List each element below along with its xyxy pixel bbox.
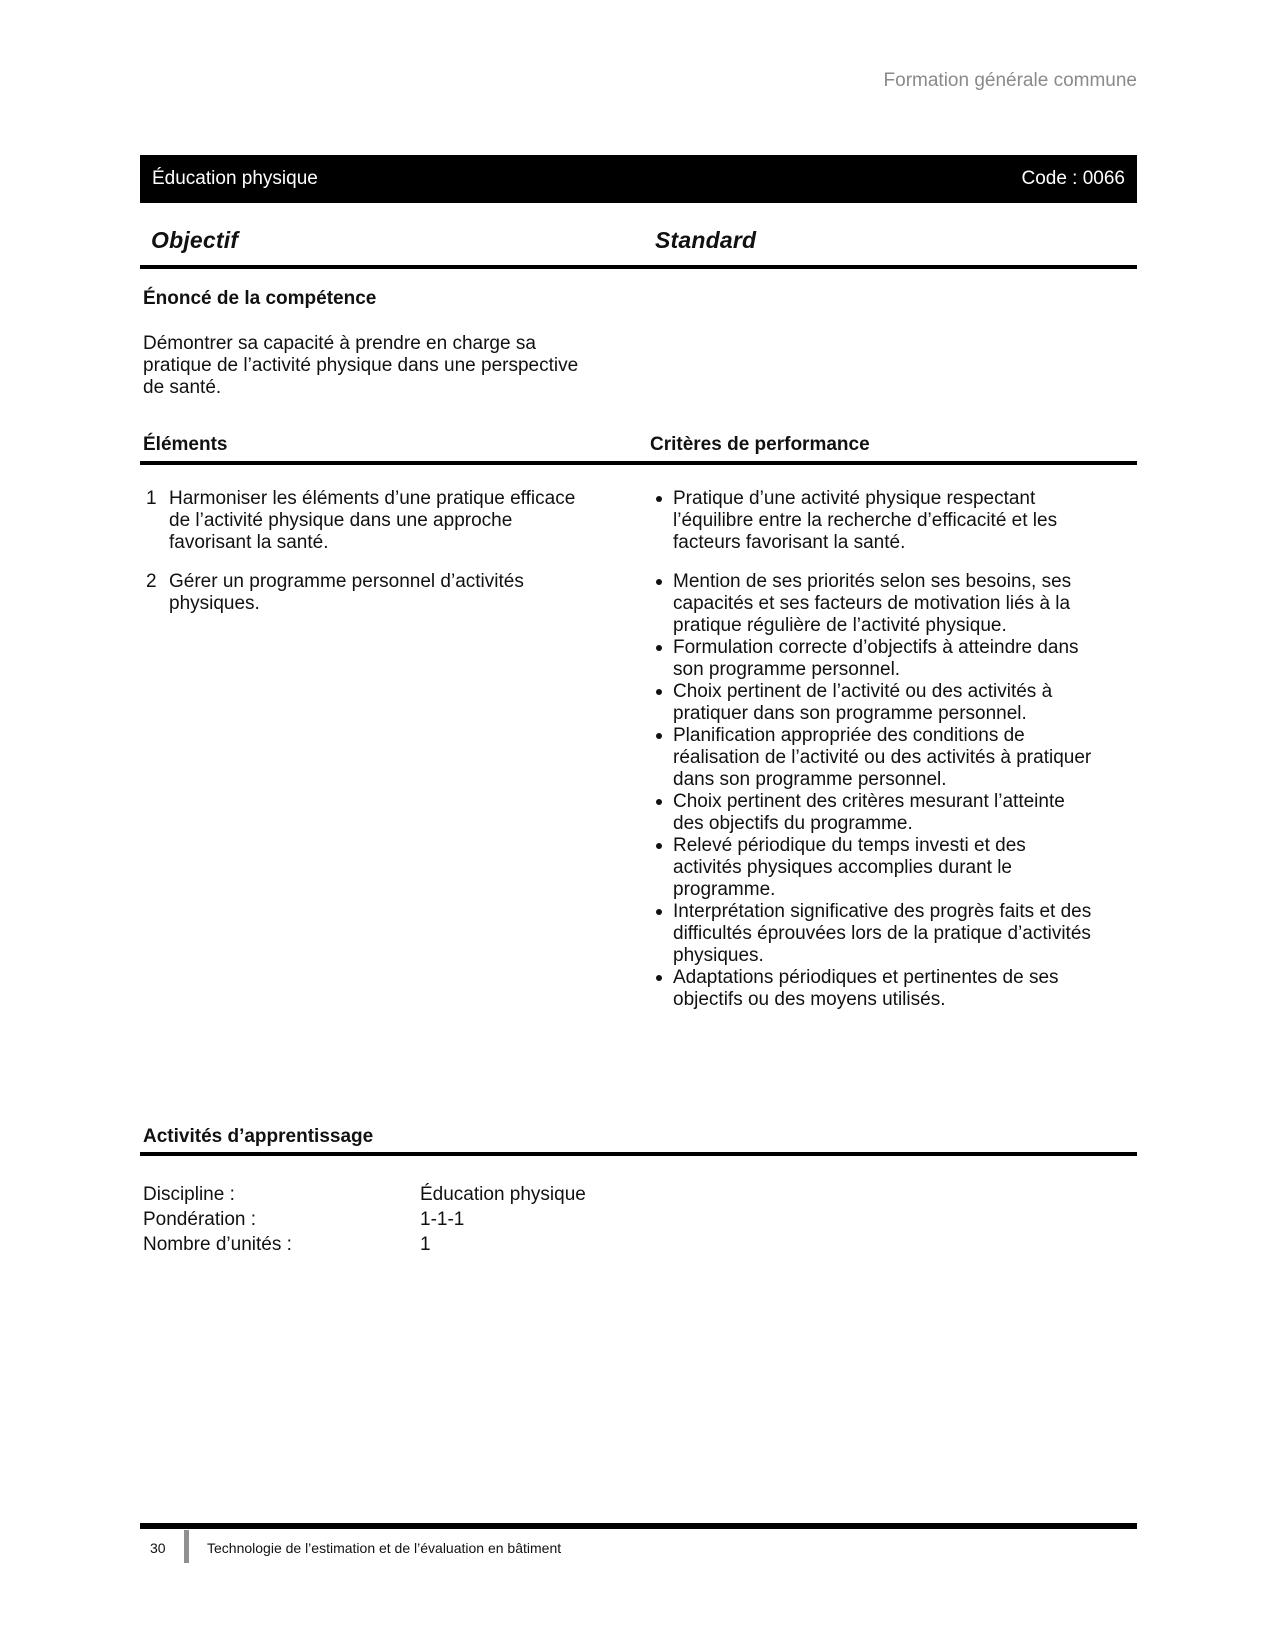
info-label: Nombre d’unités : xyxy=(143,1234,292,1255)
column-headings xyxy=(0,229,1275,259)
element-text: Harmoniser les éléments d’une pratique efficace de l’activité physique dans une approche favorisant la santé. xyxy=(169,488,576,553)
activites-heading: Activités d’apprentissage xyxy=(143,1126,374,1147)
info-value: 1-1-1 xyxy=(420,1209,465,1230)
criteres-heading: Critères de performance xyxy=(650,434,870,455)
info-row-discipline xyxy=(143,1182,586,1207)
criteria-bullet: Pratique d’une activité physique respectant l’équilibre entre la recherche d’efficacité et les facteurs favorisant la santé. xyxy=(655,488,1139,554)
learning-activities-table xyxy=(143,1182,586,1257)
course-title-bar xyxy=(140,155,1137,203)
info-label: Discipline : xyxy=(143,1184,235,1205)
element-text: Gérer un programme personnel d’activités physiques. xyxy=(169,571,524,614)
element-number: 2 xyxy=(146,571,157,592)
running-header: Formation générale commune xyxy=(883,70,1137,91)
course-code: Code : 0066 xyxy=(1021,168,1125,189)
page-number: 30 xyxy=(150,1540,166,1556)
page-footer xyxy=(150,1530,1140,1564)
info-value: 1 xyxy=(420,1234,431,1255)
course-title: Éducation physique xyxy=(152,168,318,189)
element-number: 1 xyxy=(146,488,157,509)
criteria-list-element-1 xyxy=(655,488,1139,554)
criteria-bullet: Planification appropriée des conditions de réalisation de l’activité ou des activités à pratiquer dans son programme personnel. xyxy=(655,725,1139,791)
criteria-list-element-2 xyxy=(655,571,1139,1011)
footer-divider xyxy=(140,1523,1137,1529)
info-label: Pondération : xyxy=(143,1209,257,1230)
element-item xyxy=(146,571,638,615)
criteria-bullet: Relevé périodique du temps investi et des activités physiques accomplies durant le programme. xyxy=(655,835,1139,901)
objectif-heading: Objectif xyxy=(151,227,239,253)
element-item xyxy=(146,488,638,554)
footer-separator-bar xyxy=(184,1530,189,1563)
criteria-bullet: Choix pertinent de l’activité ou des activités à pratiquer dans son programme personnel. xyxy=(655,681,1139,725)
elements-heading: Éléments xyxy=(143,434,228,455)
divider-under-objectif-standard xyxy=(140,265,1137,269)
standard-heading: Standard xyxy=(655,227,757,253)
criteria-bullet: Mention de ses priorités selon ses besoins, ses capacités et ses facteurs de motivation liés à la pratique régulière de l’activité physique. xyxy=(655,571,1139,637)
footer-document-title: Technologie de l’estimation et de l’évaluation en bâtiment xyxy=(207,1540,562,1556)
info-row-unites xyxy=(143,1232,586,1257)
criteria-bullet: Choix pertinent des critères mesurant l’atteinte des objectifs du programme. xyxy=(655,791,1139,835)
criteria-bullet: Formulation correcte d’objectifs à atteindre dans son programme personnel. xyxy=(655,637,1139,681)
info-row-ponderation xyxy=(143,1207,586,1232)
criteria-bullet: Adaptations périodiques et pertinentes de ses objectifs ou des moyens utilisés. xyxy=(655,967,1139,1011)
criteria-bullet: Interprétation significative des progrès faits et des difficultés éprouvées lors de la pratique d’activités physiques. xyxy=(655,901,1139,967)
divider-under-activites xyxy=(140,1152,1137,1156)
divider-under-elements-criteres xyxy=(140,461,1137,465)
info-value: Éducation physique xyxy=(420,1184,586,1205)
enonce-heading: Énoncé de la compétence xyxy=(143,288,377,309)
enonce-text: Démontrer sa capacité à prendre en charge sa pratique de l’activité physique dans une perspective de santé. xyxy=(143,333,579,398)
